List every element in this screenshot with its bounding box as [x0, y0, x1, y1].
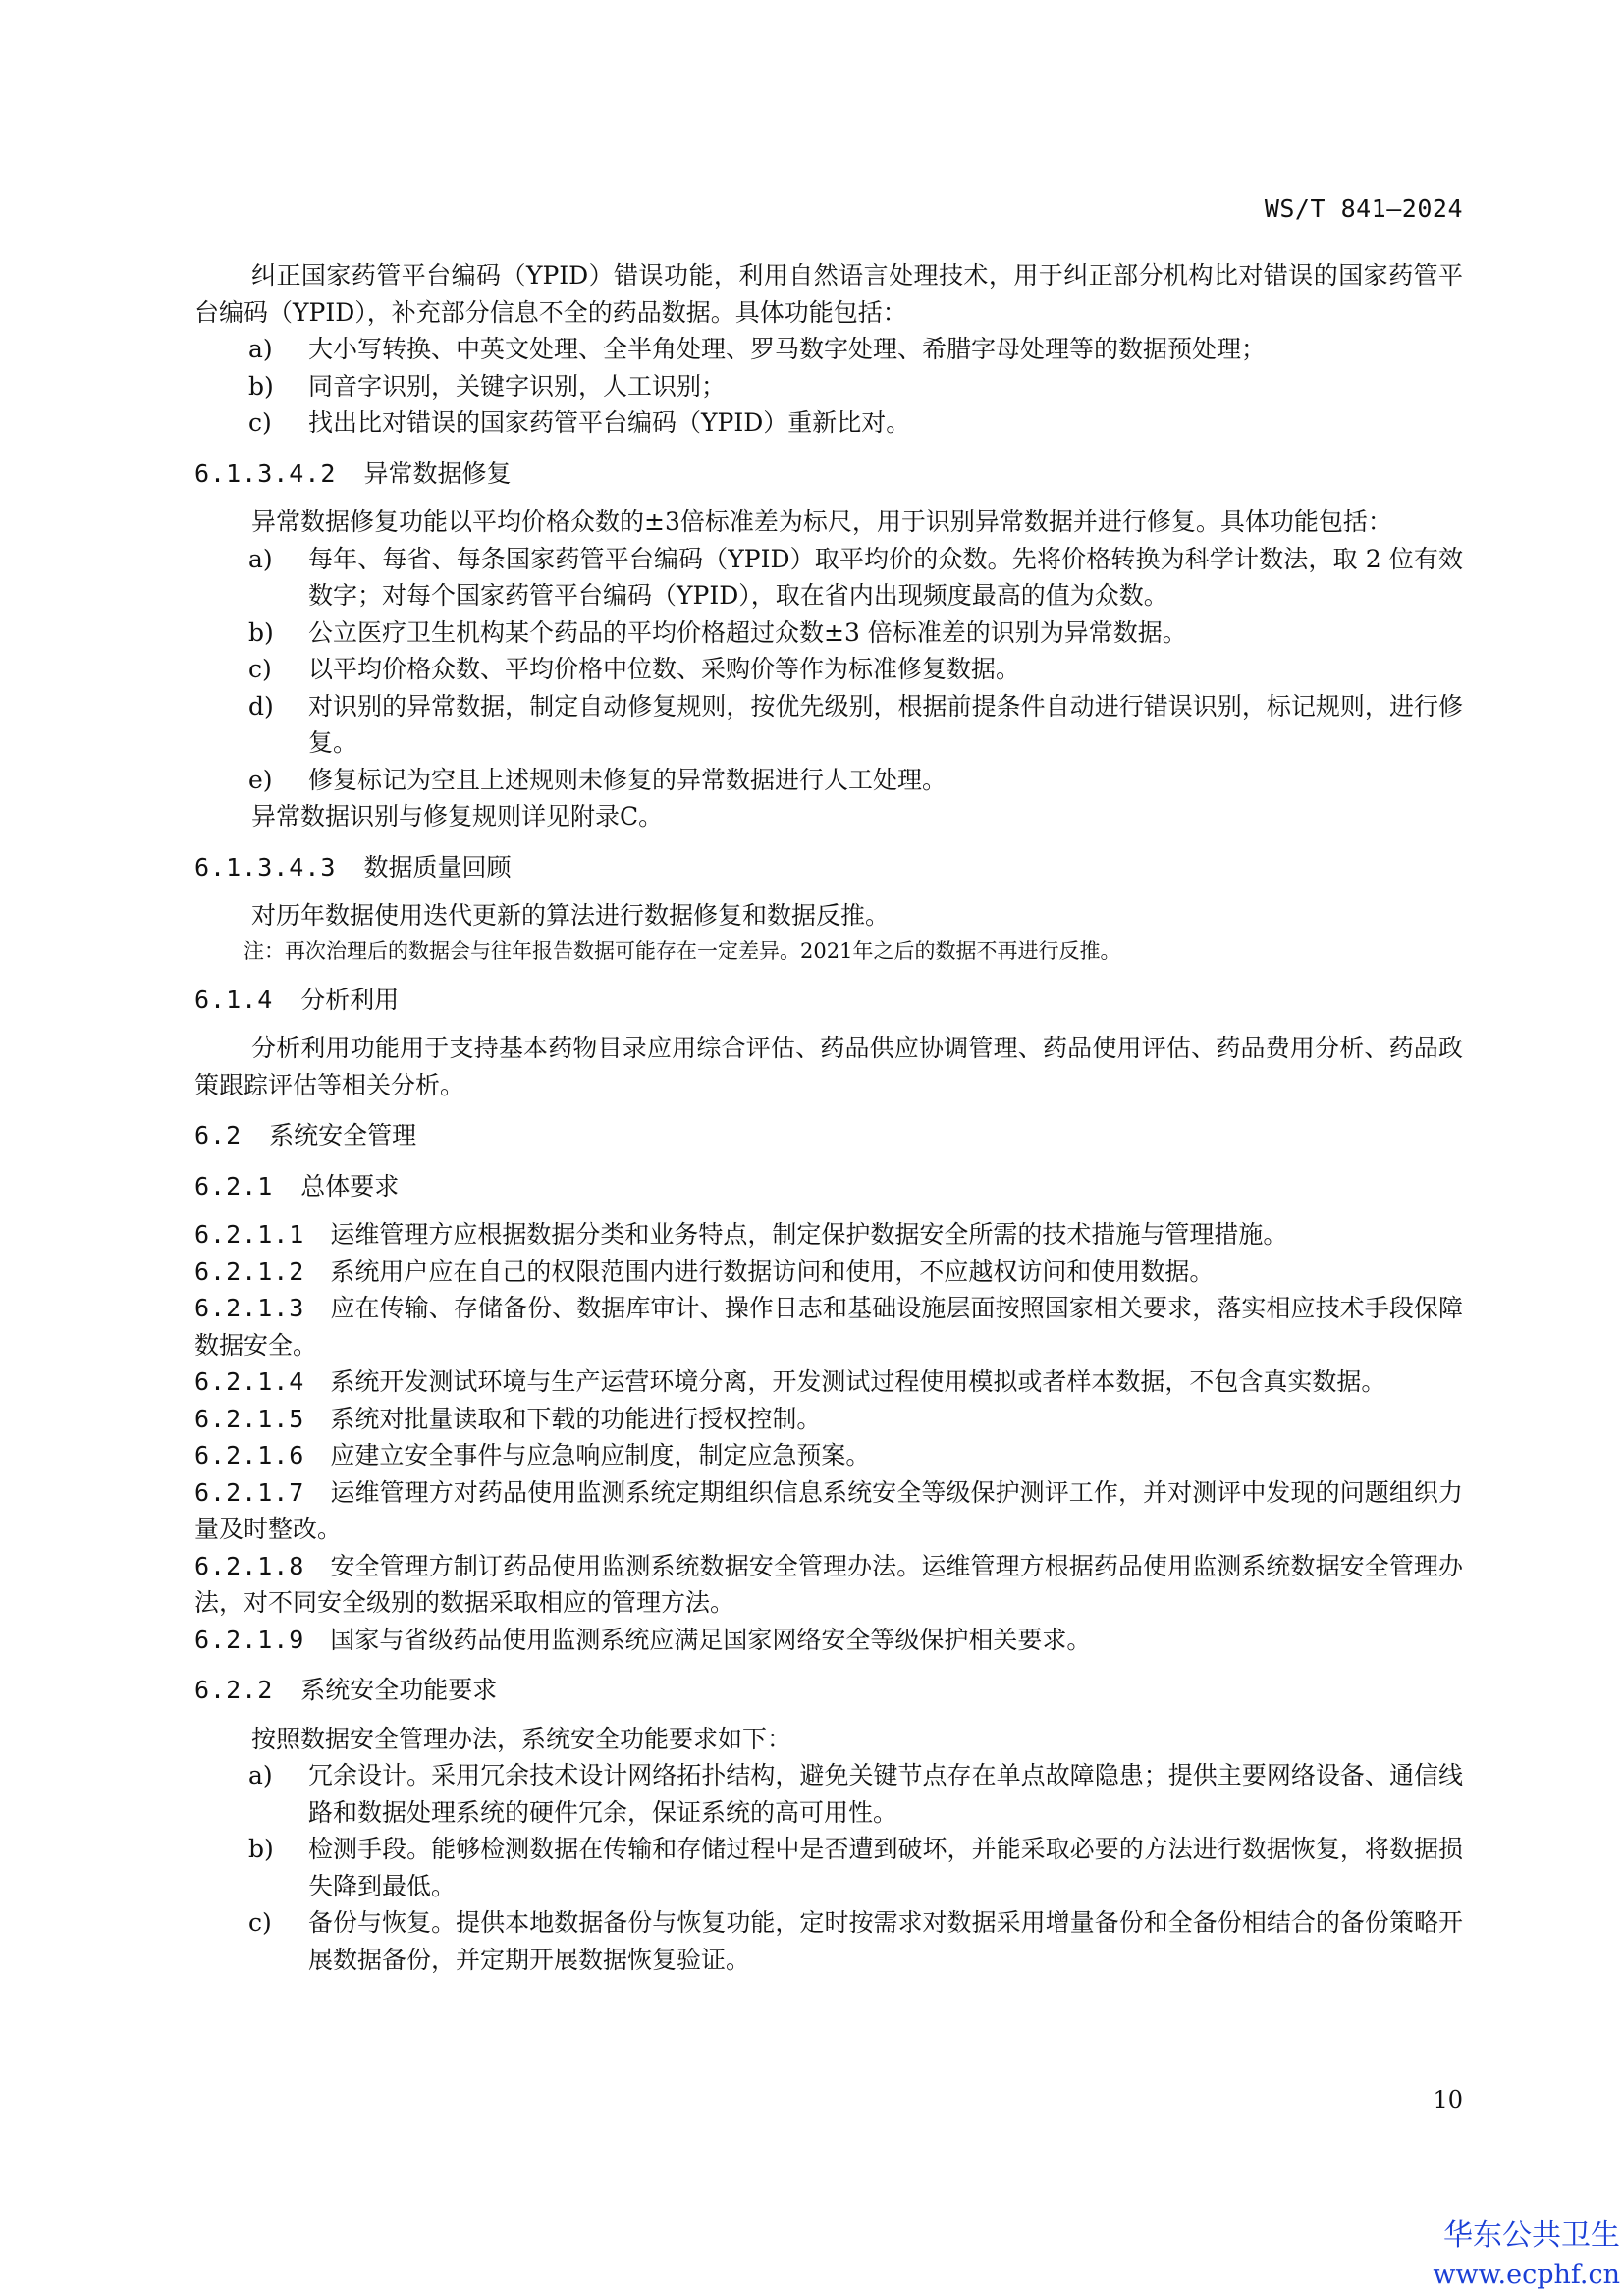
- list-marker: c): [248, 1908, 272, 1937]
- section-number: 6.2.1: [194, 1171, 274, 1201]
- clause: [194, 1437, 1463, 1474]
- list-item-text: 找出比对错误的国家药管平台编码（YPID）重新比对。: [308, 408, 911, 437]
- list-item: [194, 1904, 1463, 1978]
- clause: [194, 1363, 1463, 1401]
- list-item: [194, 688, 1463, 762]
- list-item-text: 对识别的异常数据，制定自动修复规则，按优先级别，根据前提条件自动进行错误识别，标记规则，进行修复。: [308, 691, 1463, 757]
- section-lead: 按照数据安全管理办法，系统安全功能要求如下：: [251, 1724, 792, 1753]
- clause-text: 运维管理方应根据数据分类和业务特点，制定保护数据安全所需的技术措施与管理措施。: [330, 1220, 1288, 1249]
- clause-number: 6.2.1.4: [194, 1367, 305, 1396]
- list-item-text: 同音字识别，关键字识别，人工识别；: [308, 371, 727, 400]
- list-item-text: 公立医疗卫生机构某个药品的平均价格超过众数±3 倍标准差的识别为异常数据。: [308, 617, 1187, 647]
- section-heading-6-2: [194, 1117, 1463, 1154]
- list-item-text: 检测手段。能够检测数据在传输和存储过程中是否遭到破坏，并能采取必要的方法进行数据恢复，将数据损失降到最低。: [308, 1835, 1463, 1900]
- list-marker: c): [248, 408, 272, 437]
- section-number: 6.1.3.4.3: [194, 852, 337, 881]
- list-item: [194, 541, 1463, 614]
- section-heading-6-2-1: [194, 1168, 1463, 1205]
- intro-paragraph: 纠正国家药管平台编码（YPID）错误功能，利用自然语言处理技术，用于纠正部分机构比对错误的国家药管平台编码（YPID），补充部分信息不全的药品数据。具体功能包括：: [194, 261, 1463, 327]
- section-heading-6-1-3-4-2: [194, 455, 1463, 493]
- clause-number: 6.2.1.9: [194, 1625, 305, 1654]
- list-item-text: 大小写转换、中英文处理、全半角处理、罗马数字处理、希腊字母处理等的数据预处理；: [308, 335, 1267, 363]
- section-title: 分析利用: [300, 985, 400, 1014]
- watermark: [1384, 2216, 1620, 2295]
- clause-text: 系统用户应在自己的权限范围内进行数据访问和使用，不应越权访问和使用数据。: [330, 1256, 1215, 1286]
- list-marker: a): [248, 544, 273, 573]
- section-paragraph: 分析利用功能用于支持基本药物目录应用综合评估、药品供应协调管理、药品使用评估、药品费用分析、药品政策跟踪评估等相关分析。: [194, 1034, 1463, 1099]
- clause: [194, 1254, 1463, 1291]
- repair-list: [194, 541, 1463, 799]
- section-heading-6-1-4: [194, 982, 1463, 1019]
- clause-text: 安全管理方制订药品使用监测系统数据安全管理办法。运维管理方根据药品使用监测系统数据安全管理办法，对不同安全级别的数据采取相应的管理方法。: [194, 1551, 1463, 1617]
- list-item: [194, 1831, 1463, 1904]
- list-item: [194, 368, 1463, 405]
- appendix-reference: 异常数据识别与修复规则详见附录C。: [251, 802, 664, 830]
- section-number: 6.2: [194, 1121, 243, 1149]
- note-label: 注：: [244, 938, 285, 963]
- clause-number: 6.2.1.3: [194, 1294, 305, 1322]
- document-body: [194, 257, 1463, 1978]
- section-number: 6.2.2: [194, 1676, 274, 1704]
- clause-number: 6.2.1.5: [194, 1404, 305, 1433]
- clause-list: [194, 1216, 1463, 1658]
- section-heading-6-2-2: [194, 1672, 1463, 1709]
- clause: [194, 1622, 1463, 1659]
- list-item-text: 以平均价格众数、平均价格中位数、采购价等作为标准修复数据。: [308, 655, 1021, 683]
- section-number: 6.1.3.4.2: [194, 458, 337, 488]
- clause: [194, 1548, 1463, 1622]
- section-title: 异常数据修复: [363, 458, 512, 488]
- list-marker: b): [248, 1835, 274, 1863]
- list-item: [194, 1757, 1463, 1831]
- list-marker: b): [248, 617, 274, 647]
- section-number: 6.1.4: [194, 985, 274, 1014]
- clause-number: 6.2.1.7: [194, 1477, 305, 1507]
- list-item-text: 修复标记为空且上述规则未修复的异常数据进行人工处理。: [308, 765, 947, 794]
- list-item-text: 冗余设计。采用冗余技术设计网络拓扑结构，避免关键节点存在单点故障隐患；提供主要网络设备、通信线路和数据处理系统的硬件冗余，保证系统的高可用性。: [308, 1761, 1463, 1827]
- clause-text: 国家与省级药品使用监测系统应满足国家网络安全等级保护相关要求。: [330, 1625, 1092, 1654]
- clause: [194, 1401, 1463, 1438]
- note-text: 再次治理后的数据会与往年报告数据可能存在一定差异。2021年之后的数据不再进行反推。: [285, 938, 1121, 963]
- section-paragraph: 异常数据修复功能以平均价格众数的±3倍标准差为标尺，用于识别异常数据并进行修复。具体功能包括：: [251, 507, 1392, 536]
- list-marker: a): [248, 1761, 273, 1789]
- intro-list: [194, 331, 1463, 442]
- clause: [194, 1474, 1463, 1548]
- section-title: 系统安全管理: [269, 1121, 417, 1149]
- security-list: [194, 1757, 1463, 1978]
- list-item-text: 每年、每省、每条国家药管平台编码（YPID）取平均价的众数。先将价格转换为科学计数法，取 2 位有效数字；对每个国家药管平台编码（YPID），取在省内出现频度最高的值为众数。: [308, 544, 1463, 610]
- clause-number: 6.2.1.1: [194, 1220, 305, 1249]
- watermark-url[interactable]: www.ecphf.cn: [1433, 2260, 1620, 2290]
- clause-number: 6.2.1.6: [194, 1441, 305, 1469]
- list-item: [194, 331, 1463, 368]
- list-item: [194, 651, 1463, 688]
- clause-number: 6.2.1.8: [194, 1551, 305, 1580]
- clause: [194, 1290, 1463, 1363]
- section-title: 系统安全功能要求: [300, 1676, 498, 1704]
- list-marker: e): [248, 765, 273, 794]
- list-item-text: 备份与恢复。提供本地数据备份与恢复功能，定时按需求对数据采用增量备份和全备份相结合的备份策略开展数据备份，并定期开展数据恢复验证。: [308, 1908, 1463, 1974]
- clause-text: 应在传输、存储备份、数据库审计、操作日志和基础设施层面按照国家相关要求，落实相应技术手段保障数据安全。: [194, 1294, 1463, 1360]
- clause: [194, 1216, 1463, 1254]
- clause-text: 系统对批量读取和下载的功能进行授权控制。: [330, 1404, 822, 1433]
- clause-number: 6.2.1.2: [194, 1256, 305, 1286]
- clause-text: 系统开发测试环境与生产运营环境分离，开发测试过程使用模拟或者样本数据，不包含真实数据。: [330, 1367, 1386, 1396]
- section-title: 总体要求: [300, 1171, 400, 1201]
- clause-text: 运维管理方对药品使用监测系统定期组织信息系统安全等级保护测评工作，并对测评中发现的问题组织力量及时整改。: [194, 1477, 1463, 1543]
- list-marker: b): [248, 371, 274, 400]
- list-marker: d): [248, 691, 274, 721]
- section-paragraph: 对历年数据使用迭代更新的算法进行数据修复和数据反推。: [251, 901, 891, 930]
- page-number: 10: [1433, 2086, 1463, 2113]
- note: [194, 934, 1463, 968]
- list-marker: a): [248, 335, 273, 363]
- watermark-name: 华东公共卫生: [1443, 2218, 1620, 2253]
- clause-text: 应建立安全事件与应急响应制度，制定应急预案。: [330, 1441, 871, 1469]
- list-item: [194, 614, 1463, 652]
- section-title: 数据质量回顾: [363, 852, 512, 881]
- section-heading-6-1-3-4-3: [194, 849, 1463, 886]
- list-item: [194, 404, 1463, 442]
- standard-code: WS/T 841—2024: [1264, 194, 1463, 223]
- list-marker: c): [248, 655, 272, 683]
- list-item: [194, 762, 1463, 799]
